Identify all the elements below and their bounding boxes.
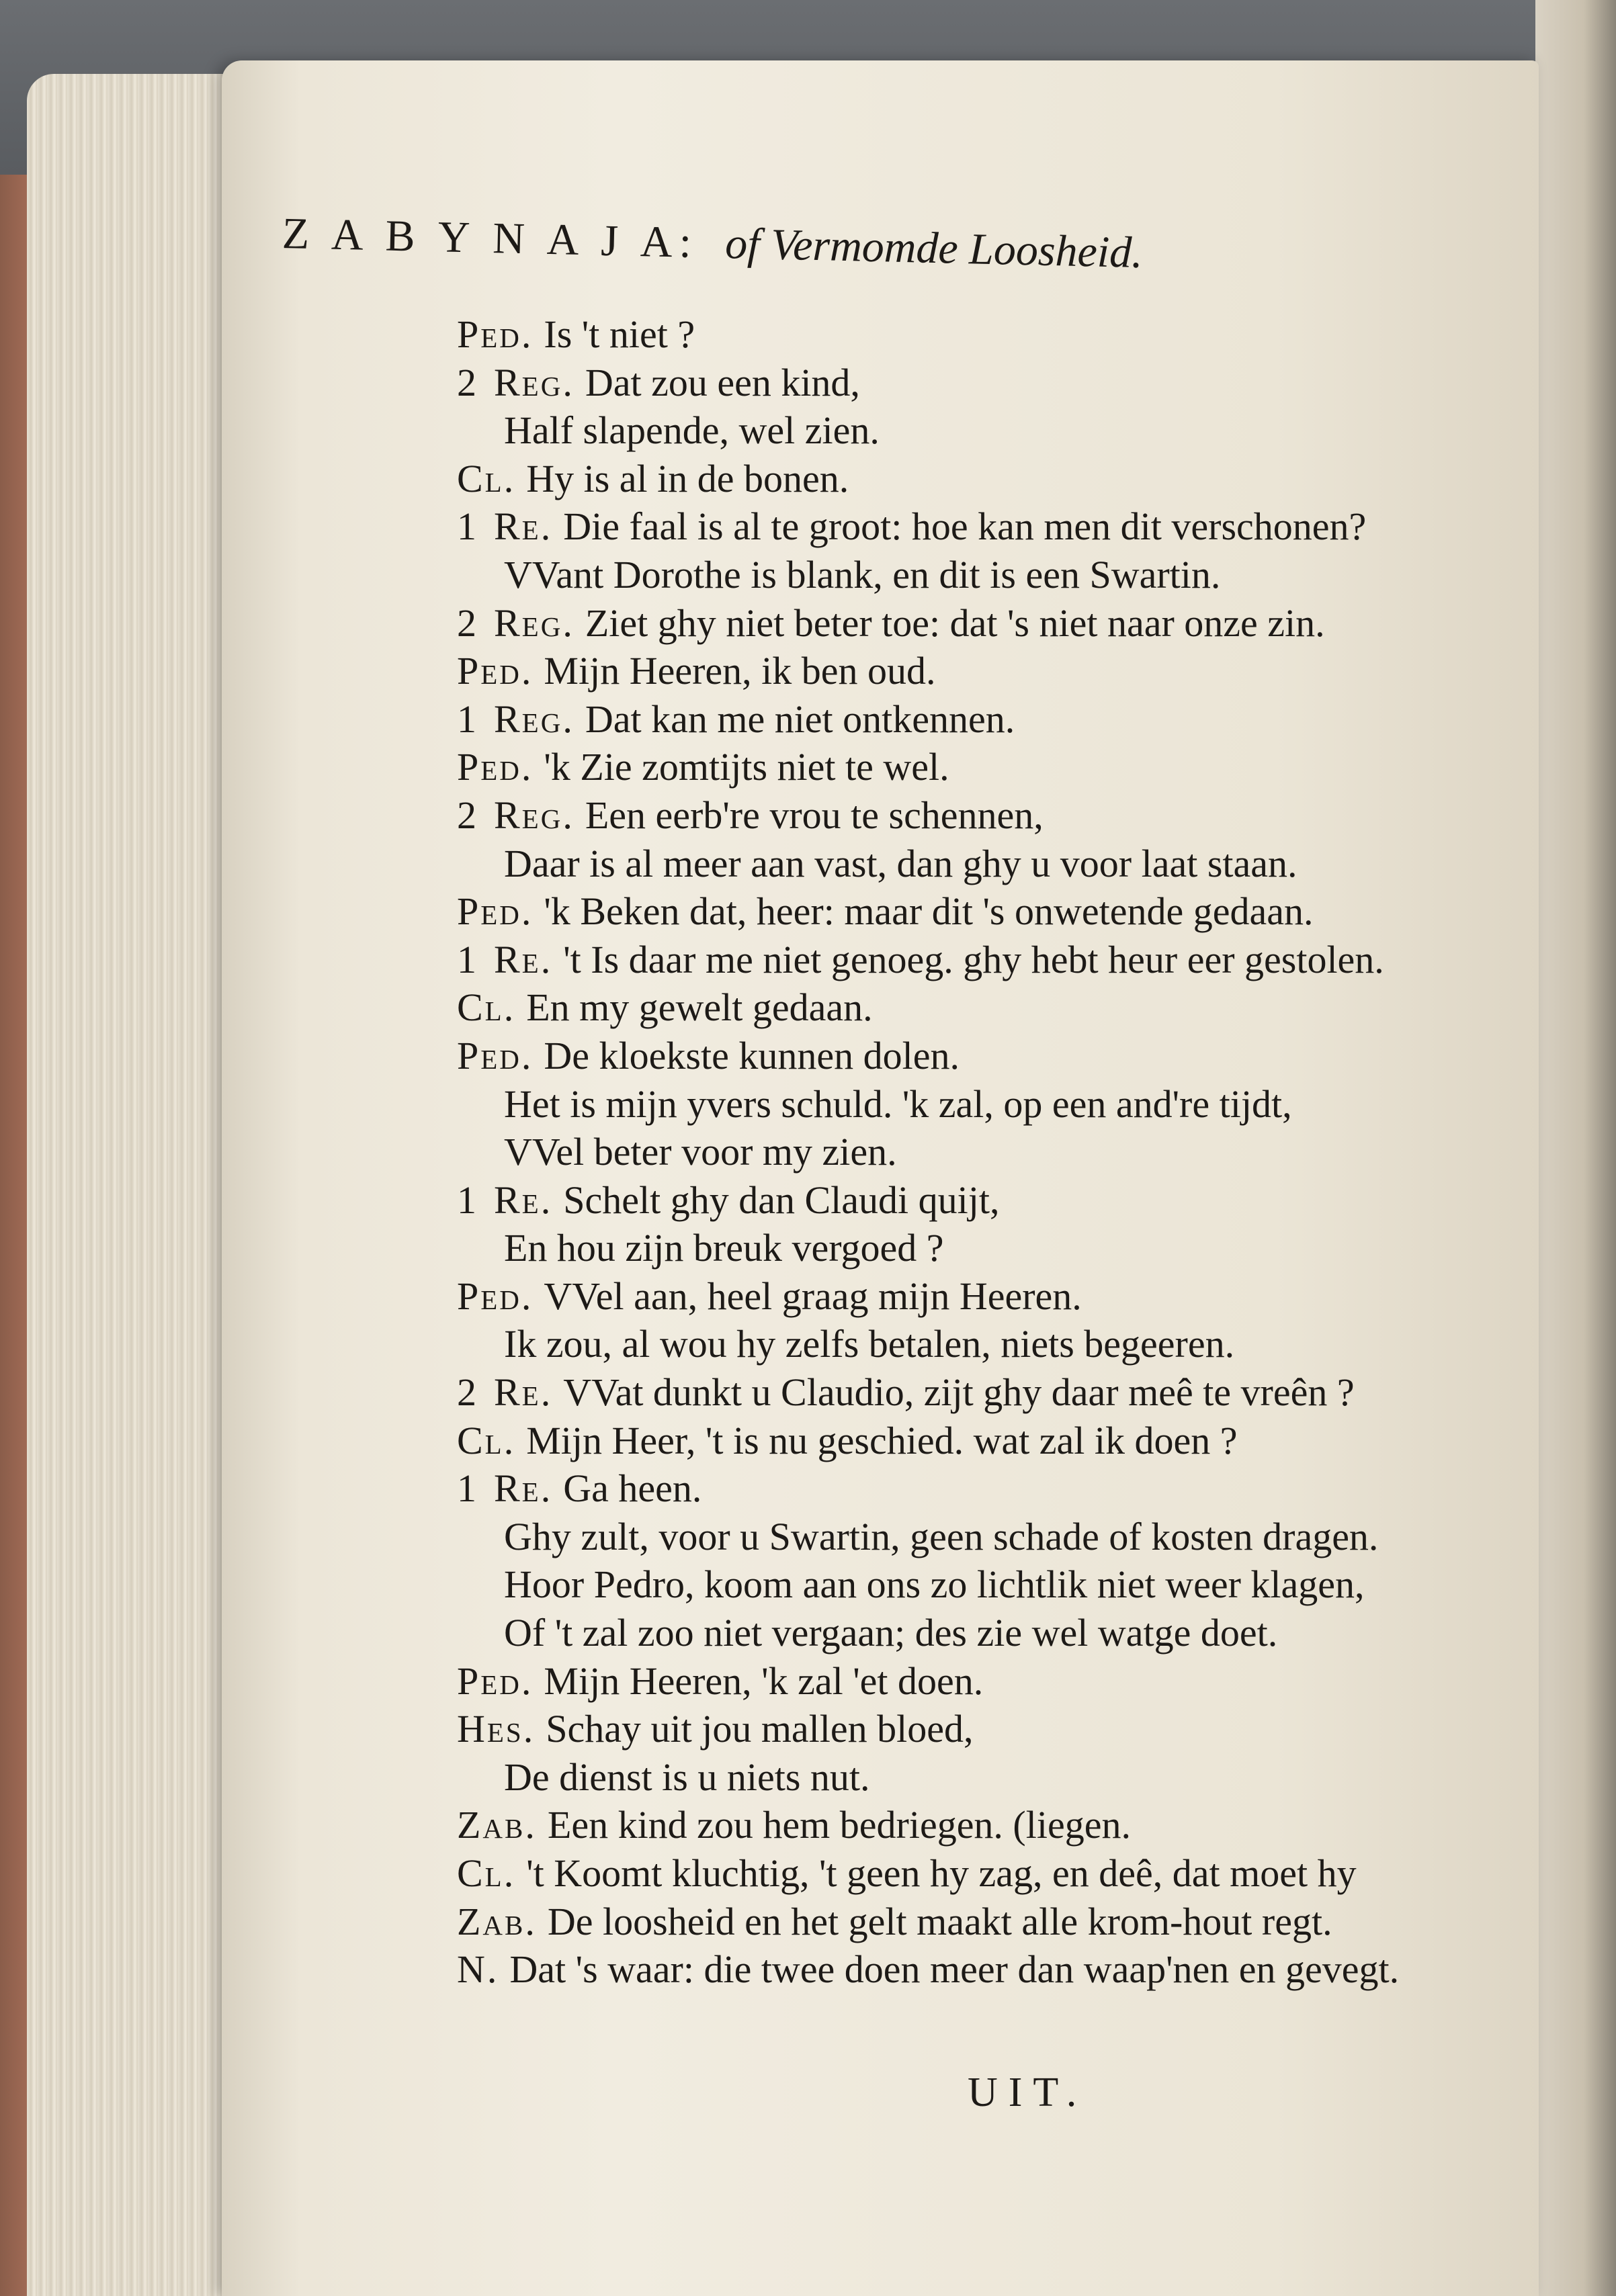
speaker-name: Re. <box>494 1178 553 1222</box>
speaker-name: Reg. <box>494 360 575 404</box>
speaker-name: Hes. <box>457 1707 536 1751</box>
speaker-name: N. <box>457 1947 499 1992</box>
line-text: Hy is al in de bonen. <box>526 456 849 500</box>
line-text: Een kind zou hem bedriegen. (liegen. <box>547 1803 1131 1847</box>
dialogue-line <box>457 695 1399 744</box>
speaker-name: Zab. <box>457 1899 537 1943</box>
dialogue-line <box>457 1032 1399 1080</box>
line-text: Schelt ghy dan Claudi quijt, <box>563 1178 1000 1222</box>
line-text: En my gewelt gedaan. <box>526 985 873 1030</box>
dialogue-line <box>457 791 1399 840</box>
speaker-name: Zab. <box>457 1803 537 1847</box>
line-text: Mijn Heeren, 'k zal 'et doen. <box>544 1659 984 1703</box>
dialogue-line <box>457 1080 1399 1129</box>
line-text: De loosheid en het gelt maakt alle krom-hout regt. <box>547 1899 1332 1943</box>
dialogue-line <box>457 1320 1399 1368</box>
dialogue-line <box>457 1417 1399 1465</box>
speaker-number: 2 <box>457 1370 476 1415</box>
facing-page-edge <box>1535 0 1616 2296</box>
dialogue-line <box>457 1464 1399 1513</box>
line-text: Ga heen. <box>563 1466 702 1511</box>
speaker-number: 1 <box>457 1466 476 1511</box>
dialogue-line <box>457 1513 1399 1561</box>
dialogue-line <box>457 1128 1399 1176</box>
dialogue-line <box>457 359 1399 407</box>
line-text: 'k Beken dat, heer: maar dit 's onwetende gedaan. <box>544 889 1314 934</box>
line-text: En hou zijn breuk vergoed ? <box>504 1226 944 1270</box>
speaker-name: Reg. <box>494 697 575 741</box>
line-text: Half slapende, wel zien. <box>504 408 880 453</box>
dialogue-line <box>457 310 1399 359</box>
line-text: Schay uit jou mallen bloed, <box>546 1707 974 1751</box>
line-text: De dienst is u niets nut. <box>504 1755 870 1799</box>
line-text: De kloekste kunnen dolen. <box>544 1033 960 1077</box>
line-text: Die faal is al te groot: hoe kan men dit verschonen? <box>563 504 1367 549</box>
dialogue-line <box>457 743 1399 791</box>
line-text: Is 't niet ? <box>544 312 695 356</box>
line-text: VVant Dorothe is blank, en dit is een Swartin. <box>504 552 1221 597</box>
line-text: Een eerb're vrou te schennen, <box>585 793 1044 837</box>
dialogue-line <box>457 1657 1399 1706</box>
line-text: Dat 's waar: die twee doen meer dan waap'nen en gevegt. <box>509 1947 1400 1992</box>
dialogue-line <box>457 406 1399 455</box>
dialogue-line <box>457 1176 1399 1225</box>
line-text: Dat zou een kind, <box>585 360 860 404</box>
line-text: Daar is al meer aan vast, dan ghy u voor laat staan. <box>504 841 1298 885</box>
dialogue-text <box>457 310 1399 1994</box>
line-text: Of 't zal zoo niet vergaan; des zie wel watge doet. <box>504 1611 1278 1655</box>
speaker-name: Cl. <box>457 1418 516 1462</box>
dialogue-line <box>457 1560 1399 1609</box>
end-marker: UIT. <box>968 2070 1088 2115</box>
speaker-number: 2 <box>457 601 476 645</box>
dialogue-line <box>457 887 1399 936</box>
dialogue-line <box>457 1753 1399 1802</box>
speaker-name: Ped. <box>457 312 534 356</box>
speaker-name: Reg. <box>494 793 575 837</box>
speaker-name: Ped. <box>457 1659 534 1703</box>
line-text: Dat kan me niet ontkennen. <box>585 697 1015 741</box>
line-text: Ik zou, al wou hy zelfs betalen, niets begeeren. <box>504 1322 1235 1366</box>
speaker-name: Ped. <box>457 745 534 789</box>
header-subtitle: of Vermomde Loosheid. <box>724 218 1144 278</box>
dialogue-line <box>457 455 1399 503</box>
dialogue-line <box>457 551 1399 599</box>
speaker-number: 2 <box>457 793 476 837</box>
speaker-name: Cl. <box>457 456 516 500</box>
speaker-name: Re. <box>494 1370 553 1415</box>
line-text: VVel beter voor my zien. <box>504 1130 897 1174</box>
speaker-name: Re. <box>494 504 553 549</box>
dialogue-line <box>457 1272 1399 1321</box>
dialogue-line <box>457 1849 1399 1898</box>
speaker-number: 2 <box>457 360 476 404</box>
speaker-name: Cl. <box>457 985 516 1030</box>
dialogue-line <box>457 1705 1399 1753</box>
dialogue-line <box>457 599 1399 648</box>
dialogue-line <box>457 1609 1399 1657</box>
line-text: Mijn Heer, 't is nu geschied. wat zal ik doen ? <box>526 1418 1238 1462</box>
dialogue-line <box>457 1801 1399 1849</box>
speaker-number: 1 <box>457 504 476 549</box>
dialogue-line <box>457 1945 1399 1994</box>
speaker-name: Reg. <box>494 601 575 645</box>
speaker-name: Ped. <box>457 1274 534 1318</box>
dialogue-line <box>457 1898 1399 1946</box>
line-text: Mijn Heeren, ik ben oud. <box>544 649 936 693</box>
line-text: 't Is daar me niet genoeg. ghy hebt heur eer gestolen. <box>563 937 1384 981</box>
line-text: Ghy zult, voor u Swartin, geen schade of kosten dragen. <box>504 1514 1379 1558</box>
speaker-name: Cl. <box>457 1851 516 1895</box>
line-text: VVel aan, heel graag mijn Heeren. <box>544 1274 1082 1318</box>
line-text: Hoor Pedro, koom aan ons zo lichtlik niet weer klagen, <box>504 1562 1365 1607</box>
speaker-name: Re. <box>494 937 553 981</box>
speaker-name: Ped. <box>457 889 534 934</box>
dialogue-line <box>457 1368 1399 1417</box>
dialogue-line <box>457 936 1399 984</box>
speaker-name: Re. <box>494 1466 553 1511</box>
line-text: Het is mijn yvers schuld. 'k zal, op een and're tijdt, <box>504 1081 1292 1126</box>
speaker-number: 1 <box>457 1178 476 1222</box>
line-text: 't Koomt kluchtig, 't geen hy zag, en deê, dat moet hy <box>526 1851 1357 1895</box>
dialogue-line <box>457 840 1399 888</box>
header-title: Z A B Y N A J A: <box>282 209 699 268</box>
speaker-name: Ped. <box>457 649 534 693</box>
line-text: 'k Zie zomtijts niet te wel. <box>544 745 949 789</box>
speaker-name: Ped. <box>457 1033 534 1077</box>
line-text: VVat dunkt u Claudio, zijt ghy daar meê te vreên ? <box>563 1370 1355 1415</box>
dialogue-line <box>457 502 1399 551</box>
speaker-number: 1 <box>457 697 476 741</box>
dialogue-line <box>457 983 1399 1032</box>
line-text: Ziet ghy niet beter toe: dat 's niet naar onze zin. <box>585 601 1325 645</box>
speaker-number: 1 <box>457 937 476 981</box>
dialogue-line <box>457 647 1399 695</box>
dialogue-line <box>457 1224 1399 1272</box>
